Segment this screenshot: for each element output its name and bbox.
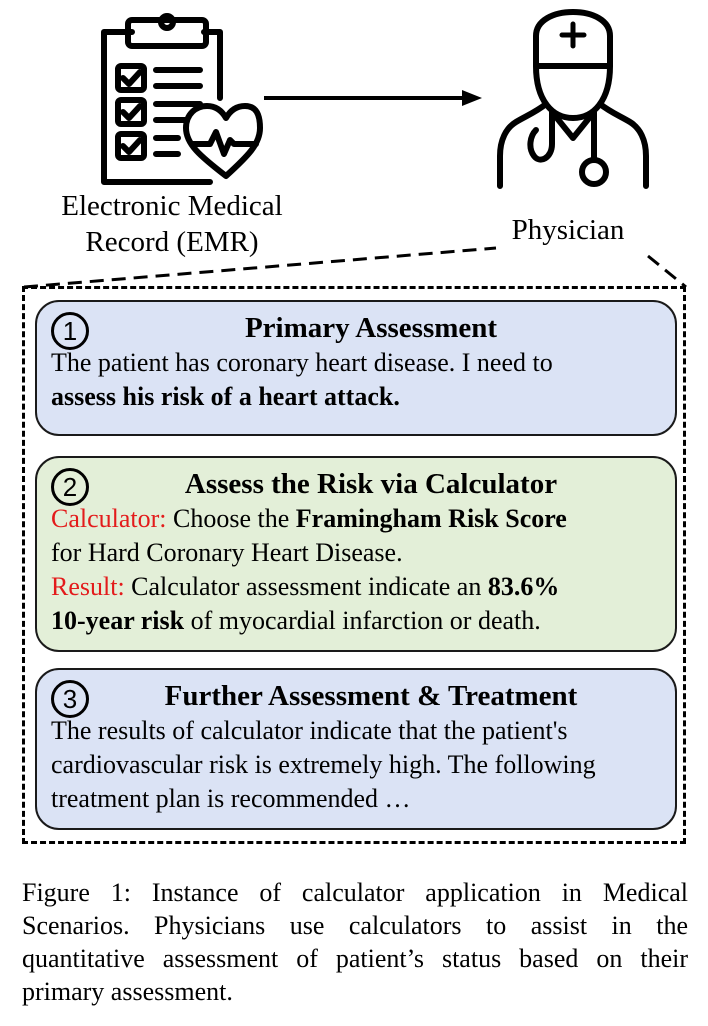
arrow-right-icon: [262, 88, 484, 108]
step1-number-icon: 1: [51, 312, 89, 350]
clipboard-heart-icon: [92, 10, 264, 188]
emr-label-line1: Electronic Medical: [61, 190, 283, 222]
step2-text: Calculator: Choose the Framingham Risk Score for Hard Coronary Heart Disease. Result: Calculator assessment indicate an 83.6% 10-year risk of myocardial infarction or death.: [51, 504, 567, 635]
step3-text: The results of calculator indicate that the patient's cardiovascular risk is extremely high. The following treatment plan is recommended …: [51, 716, 596, 813]
step1-text: The patient has coronary heart disease. I need to assess his risk of a heart attack.: [51, 348, 553, 411]
calculator-label: Calculator:: [51, 504, 167, 533]
step3-number-icon: 3: [51, 680, 89, 718]
doctor-icon: [496, 8, 650, 196]
step1-card: [35, 300, 677, 436]
physician-label: Physician: [511, 214, 625, 246]
step3-card: [35, 668, 677, 830]
step2-title: Assess the Risk via Calculator: [184, 468, 558, 500]
figure-caption: Figure 1: Instance of calculator application in Medical Scenarios. Physicians use calculators to assist in the quantitative assessment of patient’s status based on their primary assessment.: [22, 878, 688, 1006]
step3-title: Further Assessment & Treatment: [164, 680, 578, 712]
emr-label-line2: Record (EMR): [85, 226, 259, 258]
result-label: Result:: [51, 572, 125, 601]
step2-number-icon: 2: [51, 468, 89, 506]
step1-title: Primary Assessment: [244, 312, 498, 344]
step2-card: [35, 456, 677, 652]
